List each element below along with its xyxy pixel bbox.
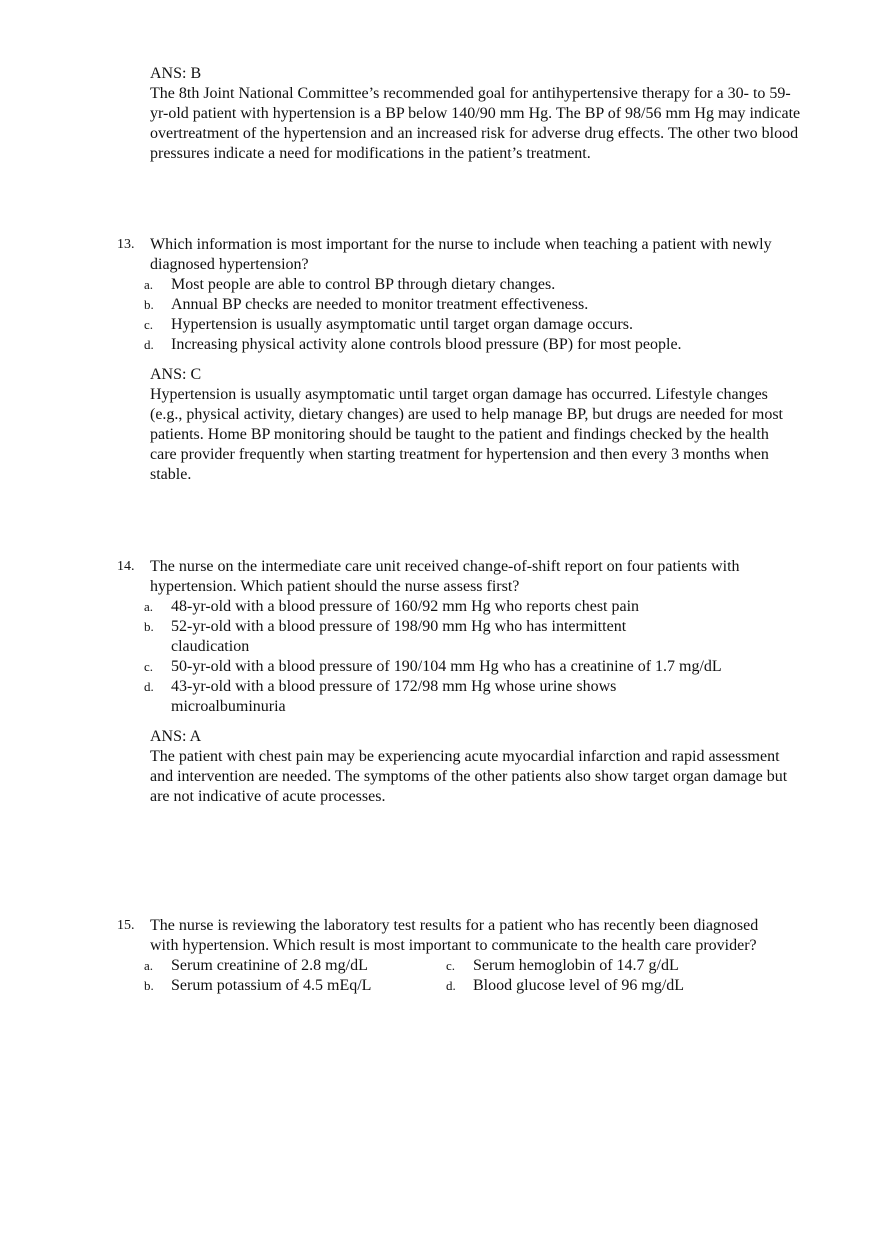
option-text: Annual BP checks are needed to monitor treatment effectiveness. xyxy=(171,296,589,313)
option-letter: b. xyxy=(144,297,154,312)
option-text: Hypertension is usually asymptomatic until target organ damage occurs. xyxy=(171,316,633,333)
option-list xyxy=(144,275,807,355)
question-stem: The nurse on the intermediate care unit received change-of-shift report on four patients with hypertension. Which patient should the nurse assess first? xyxy=(150,558,740,595)
option-grid xyxy=(144,956,807,996)
question-number: 15. xyxy=(117,918,135,933)
option-c[interactable] xyxy=(144,657,741,677)
option-letter: a. xyxy=(144,958,154,973)
option-letter: d. xyxy=(144,679,154,694)
answer-block-13 xyxy=(150,365,807,485)
option-text: 50-yr-old with a blood pressure of 190/104 mm Hg who has a creatinine of 1.7 mg/dL xyxy=(171,658,722,675)
option-letter: a. xyxy=(144,599,154,614)
option-letter: c. xyxy=(446,958,456,973)
answer-label: ANS: C xyxy=(150,366,202,383)
option-d[interactable] xyxy=(144,335,807,355)
option-column-right xyxy=(446,956,746,996)
question-stem: Which information is most important for the nurse to include when teaching a patient with newly diagnosed hypertension? xyxy=(150,236,772,273)
question-14 xyxy=(117,557,807,807)
option-a[interactable] xyxy=(144,597,711,617)
option-c[interactable] xyxy=(446,956,746,976)
option-text: 52-yr-old with a blood pressure of 198/90 mm Hg who has intermittent claudication xyxy=(171,618,627,655)
option-d[interactable] xyxy=(144,677,691,717)
question-stem: The nurse is reviewing the laboratory test results for a patient who has recently been diagnosed with hypertension. Which result is most important to communicate to the health care provider? xyxy=(150,917,759,954)
option-b[interactable] xyxy=(144,976,444,996)
answer-rationale: The 8th Joint National Committee’s recommended goal for antihypertensive therapy for a 30- to 59-yr-old patient with hypertension is a BP below 140/90 mm Hg. The BP of 98/56 mm Hg may indicate overtreatment of the hypertension and an increased risk for adverse drug effects. The other two blood pressures indicate a need for modifications in the patient’s treatment. xyxy=(150,85,801,162)
option-letter: d. xyxy=(446,978,456,993)
question-13 xyxy=(117,235,807,485)
option-list xyxy=(144,597,807,717)
answer-label: ANS: B xyxy=(150,65,202,82)
option-letter: a. xyxy=(144,277,154,292)
option-letter: d. xyxy=(144,337,154,352)
answer-block-14 xyxy=(150,727,807,807)
option-text: Serum potassium of 4.5 mEq/L xyxy=(171,977,372,994)
option-letter: b. xyxy=(144,619,154,634)
answer-block-12 xyxy=(150,64,810,164)
option-text: Blood glucose level of 96 mg/dL xyxy=(473,977,685,994)
option-text: Serum creatinine of 2.8 mg/dL xyxy=(171,957,368,974)
option-a[interactable] xyxy=(144,956,444,976)
option-text: Most people are able to control BP through dietary changes. xyxy=(171,276,556,293)
question-number: 14. xyxy=(117,559,135,574)
question-number: 13. xyxy=(117,237,135,252)
option-text: Increasing physical activity alone controls blood pressure (BP) for most people. xyxy=(171,336,682,353)
option-a[interactable] xyxy=(144,275,807,295)
answer-rationale: The patient with chest pain may be experiencing acute myocardial infarction and rapid assessment and intervention are needed. The symptoms of the other patients also show target organ damage but are not indicative of acute processes. xyxy=(150,748,788,805)
question-15 xyxy=(117,916,807,996)
option-b[interactable] xyxy=(144,617,691,657)
option-text: Serum hemoglobin of 14.7 g/dL xyxy=(473,957,679,974)
option-letter: c. xyxy=(144,317,154,332)
option-letter: b. xyxy=(144,978,154,993)
option-text: 48-yr-old with a blood pressure of 160/92 mm Hg who reports chest pain xyxy=(171,598,640,615)
option-column-left xyxy=(144,956,444,996)
option-b[interactable] xyxy=(144,295,807,315)
option-d[interactable] xyxy=(446,976,746,996)
option-letter: c. xyxy=(144,659,154,674)
option-text: 43-yr-old with a blood pressure of 172/98 mm Hg whose urine shows microalbuminuria xyxy=(171,678,617,715)
option-c[interactable] xyxy=(144,315,807,335)
answer-label: ANS: A xyxy=(150,728,202,745)
answer-rationale: Hypertension is usually asymptomatic until target organ damage has occurred. Lifestyle changes (e.g., physical activity, dietary changes) are used to help manage BP, but drugs are needed for most patients. Home BP monitoring should be taught to the patient and findings checked by the health care provider frequently when starting treatment for hypertension and then every 3 months when stable. xyxy=(150,386,783,483)
